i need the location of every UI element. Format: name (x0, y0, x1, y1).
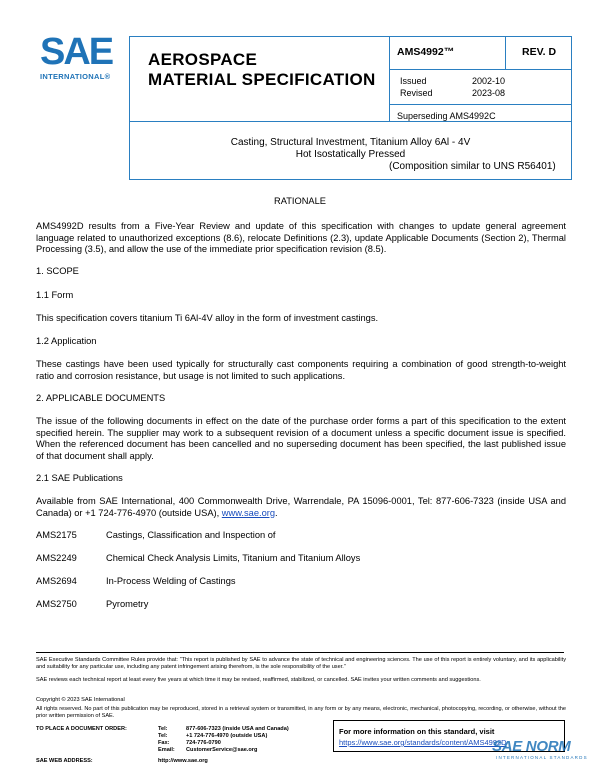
section-heading-application: 1.2 Application (36, 336, 97, 346)
applicable-documents-text: The issue of the following documents in effect on the date of the purchase order forms a part of this specification to the extent specified herein. The supplier may work to a subsequent revision of a document unless a specific document issue is specified. When the referenced document has been cancelled and no superseding document has been specified, the last published issue of that document shall apply. (36, 416, 566, 461)
sae-publications-body: Available from SAE International, 400 Commonwealth Drive, Warrendale, PA 15096-0001, Tel: 877-606-7323 (inside USA and Canada) or +1 724-776-4970 (outside USA), (36, 496, 566, 518)
form-text: This specification covers titanium Ti 6Al-4V alloy in the form of investment castings. (36, 313, 379, 323)
sae-logo: SAE (40, 31, 113, 73)
application-text: These castings have been used typically for structurally cast components requiring a combination of good strength-to-weight ratio and corrosion resistance, but usage is not limited to such applications. (36, 359, 566, 381)
footer-review-note: SAE reviews each technical report at least every five years at which time it may be revised, reaffirmed, stabilized, or cancelled. SAE invites your written comments and suggestions. (36, 677, 481, 683)
reference-code: AMS2694 (36, 576, 77, 586)
fax-label: Fax: (158, 740, 170, 746)
footer-rule (36, 652, 564, 653)
reference-title: Castings, Classification and Inspection of (106, 530, 276, 540)
fax-number: 724-776-0790 (186, 740, 221, 746)
reference-code: AMS2175 (36, 530, 77, 540)
footer-committee-rules: SAE Executive Standards Committee Rules provide that: “This report is published by SAE to advance the state of technical and engineering sciences. The use of this report is entirely voluntary, and its applicability and suitability for any particular use, including any patent infringement arising therefrom, is the sole responsibility of the user.” (36, 657, 566, 670)
more-info-title: For more information on this standard, visit (339, 727, 495, 736)
sae-norm-watermark: SAE NORM (492, 738, 571, 755)
order-label: TO PLACE A DOCUMENT ORDER: (36, 726, 127, 732)
issued-date: 2002-10 (472, 76, 506, 86)
sae-logo-subtitle: INTERNATIONAL® (40, 72, 111, 81)
reference-title: In-Process Welding of Castings (106, 576, 236, 586)
web-address[interactable]: http://www.sae.org (158, 758, 208, 764)
header-divider (389, 36, 390, 122)
standard-page-link[interactable]: https://www.sae.org/standards/content/AMS4992D (339, 738, 507, 747)
title-line-3: (Composition similar to UNS R56401) (389, 161, 556, 172)
web-address-label: SAE WEB ADDRESS: (36, 758, 93, 764)
tel-label: Tel: (158, 726, 168, 732)
issued-label: Issued (400, 76, 427, 86)
rationale-text: AMS4992D results from a Five-Year Review and update of this specification with changes to update general agreement language related to unauthorized exceptions (8.6), relocate Definitions (2.3), update Applicable Documents (Section 2), Thermal Processing (3.5), and allow the use of the immediate prior specification revision (8.5). (36, 221, 566, 255)
reference-title: Chemical Check Analysis Limits, Titanium and Titanium Alloys (106, 553, 361, 563)
title-line-1: Casting, Structural Investment, Titanium Alloy 6Al - 4V (230, 137, 471, 148)
document-type-title (148, 50, 376, 90)
tel-outside-usa: +1 724-776-4970 (outside USA) (186, 733, 268, 739)
title-line-2: Hot Isostatically Pressed (295, 149, 406, 160)
section-heading-sae-publications: 2.1 SAE Publications (36, 473, 123, 483)
document-type-line-1: AEROSPACE (148, 50, 258, 69)
tel-label: Tel: (158, 733, 168, 739)
revised-date: 2023-08 (472, 88, 506, 98)
sae-publications-end: . (275, 507, 278, 518)
header-divider (389, 104, 572, 105)
revised-label: Revised (400, 88, 433, 98)
reference-code: AMS2249 (36, 553, 77, 563)
section-heading-scope: 1. SCOPE (36, 266, 79, 276)
rationale-heading: RATIONALE (273, 196, 326, 206)
reference-code: AMS2750 (36, 599, 77, 609)
sae-website-link[interactable]: www.sae.org (221, 507, 276, 518)
superseding-note: Superseding AMS4992C (397, 111, 496, 121)
header-divider (389, 69, 572, 70)
sae-publications-text (36, 496, 566, 519)
email-label: Email: (158, 747, 175, 753)
section-heading-applicable-documents: 2. APPLICABLE DOCUMENTS (36, 393, 166, 403)
document-type-line-2: MATERIAL SPECIFICATION (148, 70, 376, 89)
footer-rights: All rights reserved. No part of this publication may be reproduced, stored in a retrieval system or transmitted, in any form or by any means, electronic, mechanical, photocopying, recording, or otherwise, without the prior written permission of SAE. (36, 706, 566, 719)
document-number: AMS4992™ (397, 46, 455, 58)
tel-inside-usa: 877-606-7323 (inside USA and Canada) (186, 726, 289, 732)
footer-copyright: Copyright © 2023 SAE International (36, 697, 125, 703)
header-divider (505, 36, 506, 69)
sae-norm-watermark-subtitle: INTERNATIONAL STANDARDS (496, 755, 588, 760)
email-address[interactable]: CustomerService@sae.org (186, 747, 258, 753)
revision-label: REV. D (522, 46, 557, 58)
reference-title: Pyrometry (106, 599, 149, 609)
section-heading-form: 1.1 Form (36, 290, 74, 300)
